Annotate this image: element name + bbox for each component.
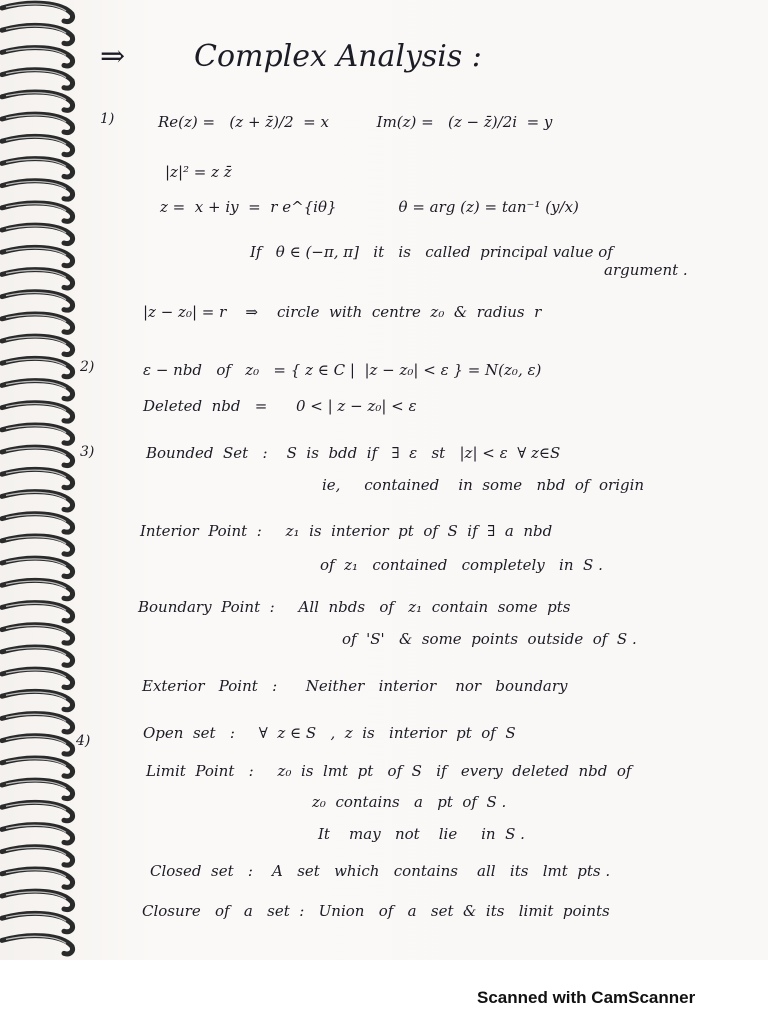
spiral-ring [2,869,73,887]
spiral-ring [2,625,73,643]
note-line-10: ie, contained in some nbd of origin [322,476,645,494]
note-line-15: Exterior Point : Neither interior nor boundary [142,677,568,695]
spiral-ring [2,270,73,288]
note-line-8: Deleted nbd = 0 < | z − z₀| < ε [143,397,417,415]
note-line-19: It may not lie in S . [318,825,525,843]
spiral-ring [2,758,73,776]
note-line-3: z = x + iy = r e^{iθ} θ = arg (z) = tan⁻¹ (y/x) [160,198,579,216]
spiral-ring [2,669,73,687]
spiral-ring [2,714,73,732]
spiral-ring [2,336,73,354]
spiral-ring [2,847,73,865]
spiral-ring [2,936,73,954]
note-line-17: Limit Point : z₀ is lmt pt of S if every deleted nbd of [146,762,632,780]
spiral-ring [2,92,73,110]
note-line-14: of 'S' & some points outside of S . [342,630,637,648]
spiral-ring [2,603,73,621]
section-marker-3: 3) [80,444,95,460]
note-line-13: Boundary Point : All nbds of z₁ contain some pts [138,598,571,616]
spiral-ring [2,736,73,754]
note-line-6: |z − z₀| = r ⇒ circle with centre z₀ & radius r [143,303,542,321]
note-line-2: |z|² = z z̄ [165,163,232,181]
spiral-ring [2,181,73,199]
page-title: Complex Analysis : [194,39,482,74]
note-line-12: of z₁ contained completely in S . [320,556,603,574]
spiral-ring [2,647,73,665]
section-marker-1: 1) [100,111,115,127]
spiral-ring [2,3,73,21]
spiral-ring [2,536,73,554]
note-line-9: Bounded Set : S is bdd if ∃ ε st |z| < ε ∀ z∈S [146,444,561,462]
spiral-ring [2,691,73,709]
note-line-11: Interior Point : z₁ is interior pt of S if ∃ a nbd [140,522,553,540]
note-line-20: Closed set : A set which contains all its lmt pts . [150,862,611,880]
scanner-watermark: Scanned with CamScanner [477,988,696,1007]
note-line-16: Open set : ∀ z ∈ S , z is interior pt of S [143,724,516,742]
spiral-ring [2,802,73,820]
spiral-ring [2,425,73,443]
spiral-ring [2,580,73,598]
spiral-ring [2,514,73,532]
spiral-ring [2,114,73,132]
spiral-ring [2,913,73,931]
spiral-ring [2,447,73,465]
section-marker-4: 4) [76,733,91,749]
spiral-ring [2,558,73,576]
spiral-ring [2,247,73,265]
note-line-4: If θ ∈ (−π, π] it is called principal value of [250,243,613,261]
section-marker-2: 2) [80,359,95,375]
note-line-1: Re(z) = (z + z̄)/2 = x Im(z) = (z − z̄)/2i = y [158,113,553,131]
spiral-ring [2,136,73,154]
spiral-ring [2,492,73,510]
title-arrow: ⇒ [100,39,126,74]
spiral-ring [2,891,73,909]
note-line-7: ε − nbd of z₀ = { z ∈ C | |z − z₀| < ε } = N(z₀, ε) [143,361,542,379]
spiral-ring [2,70,73,88]
spiral-ring [2,780,73,798]
spiral-ring [2,314,73,332]
spiral-ring [2,403,73,421]
spiral-ring [2,825,73,843]
spiral-ring [2,48,73,66]
spiral-ring [2,25,73,43]
spiral-ring [2,381,73,399]
spiral-ring [2,292,73,310]
spiral-ring [2,159,73,177]
spiral-ring [2,225,73,243]
note-line-5: argument . [604,261,688,279]
note-line-18: z₀ contains a pt of S . [312,793,507,811]
spiral-ring [2,358,73,376]
note-line-21: Closure of a set : Union of a set & its limit points [142,902,610,920]
spiral-binding [0,0,80,960]
spiral-ring [2,469,73,487]
spiral-ring [2,203,73,221]
